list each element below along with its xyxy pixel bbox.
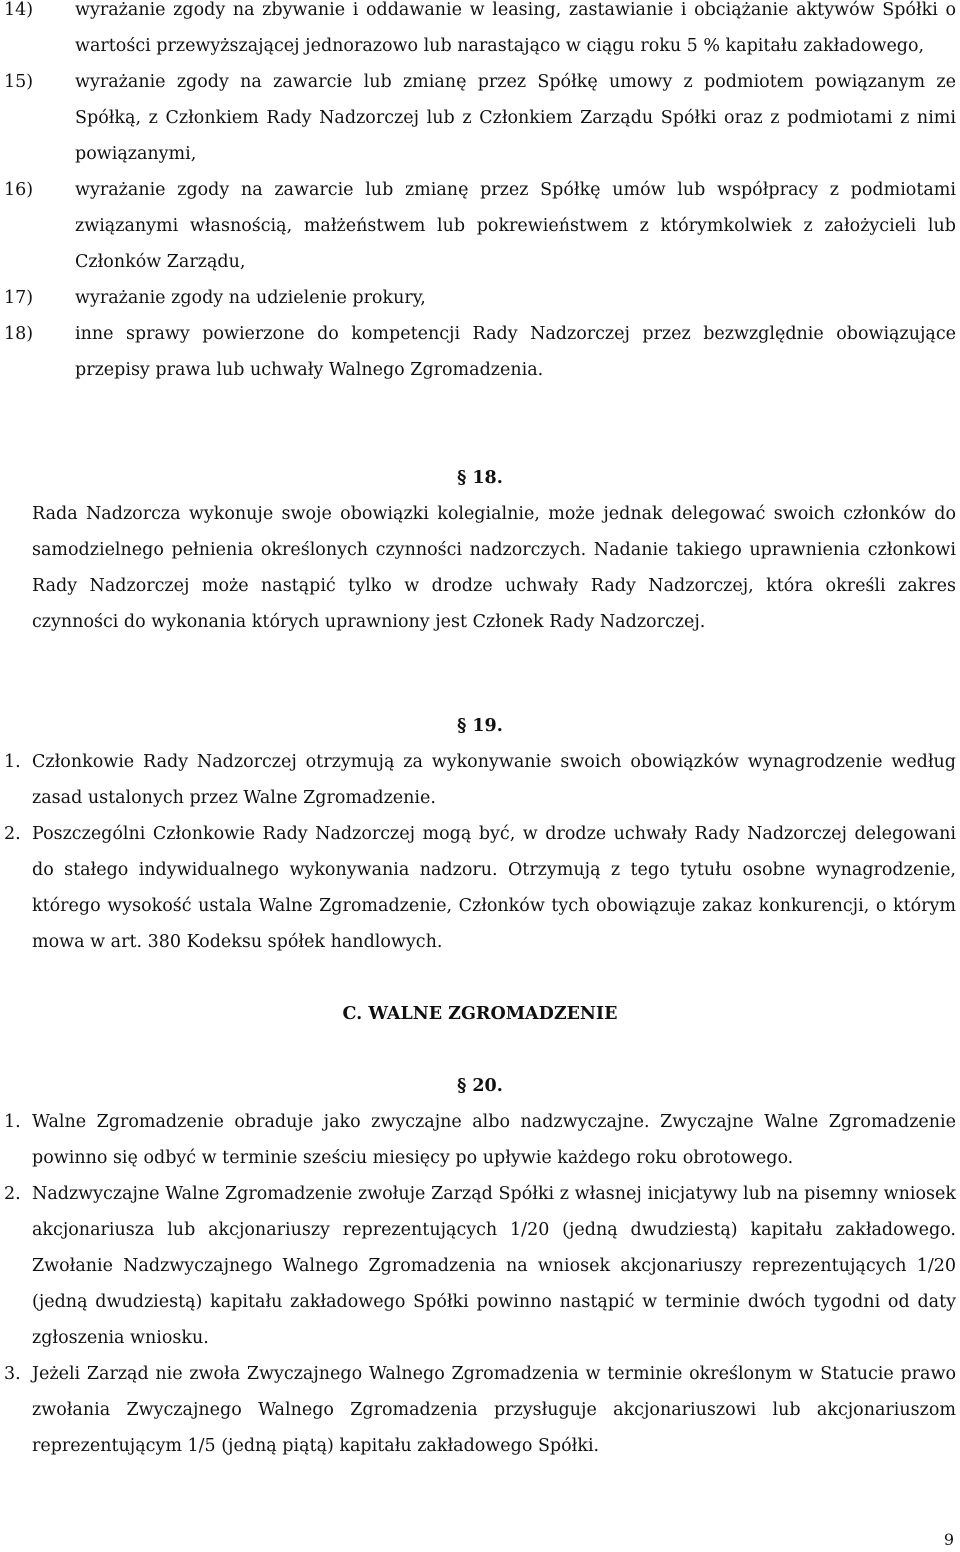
paragraph-number: 1. [4, 1112, 21, 1132]
list-item-text: wyrażanie zgody na zbywanie i oddawanie w leasing, zastawianie i obciążanie aktywów Spółki o wartości przewyższającej jednorazowo lub narastająco w ciągu roku 5 % kapitału zakładowego, [75, 0, 956, 56]
section-19 [0, 708, 960, 960]
numbered-paragraph [0, 744, 960, 816]
paragraph-text: Poszczególni Członkowie Rady Nadzorczej mogą być, w drodze uchwały Rady Nadzorczej delegowani do stałego indywidualnego wykonywania nadzoru. Otrzymują z tego tytułu osobne wynagrodzenie, którego wysokość ustala Walne Zgromadzenie, Członków tych obowiązuje zakaz konkurencji, o którym mowa w art. 380 Kodeksu spółek handlowych. [32, 824, 956, 952]
list-item [0, 0, 960, 64]
part-c [0, 996, 960, 1032]
numbered-paragraph [0, 1176, 960, 1356]
part-heading: C. WALNE ZGROMADZENIE [342, 1004, 618, 1024]
paragraph-text: Walne Zgromadzenie obraduje jako zwyczajne albo nadzwyczajne. Zwyczajne Walne Zgromadzenie powinno się odbyć w terminie sześciu miesięcy po upływie każdego roku obrotowego. [32, 1112, 956, 1168]
list-item-number: 15) [4, 72, 34, 92]
list-item-number: 18) [4, 324, 34, 344]
paragraph-number: 2. [4, 824, 21, 844]
list-item-number: 16) [4, 180, 34, 200]
section-18 [0, 460, 960, 640]
section-heading: § 20. [457, 1076, 503, 1096]
paragraph-text: Jeżeli Zarząd nie zwoła Zwyczajnego Walnego Zgromadzenia w terminie określonym w Statucie prawo zwołania Zwyczajnego Walnego Zgromadzenia przysługuje akcjonariuszowi lub akcjonariuszom reprezentującym 1/5 (jedną piątą) kapitału zakładowego Spółki. [32, 1364, 956, 1456]
list-item-text: wyrażanie zgody na zawarcie lub zmianę przez Spółkę umowy z podmiotem powiązanym ze Spółką, z Członkiem Rady Nadzorczej lub z Członkiem Zarządu Spółki oraz z podmiotami z nimi powiązanymi, [75, 72, 956, 164]
section-heading: § 19. [457, 716, 503, 736]
numbered-paragraph [0, 1104, 960, 1176]
list-item [0, 64, 960, 172]
list-item [0, 316, 960, 388]
list-item [0, 280, 960, 316]
page-number: 9 [943, 1530, 954, 1549]
list-item-text: wyrażanie zgody na zawarcie lub zmianę przez Spółkę umów lub współpracy z podmiotami związanymi własnością, małżeństwem lub pokrewieństwem z którymkolwiek z założycieli lub Członków Zarządu, [75, 180, 956, 272]
list-item [0, 172, 960, 280]
competence-list [0, 0, 960, 388]
section-heading: § 18. [457, 468, 503, 488]
paragraph-text: Nadzwyczajne Walne Zgromadzenie zwołuje Zarząd Spółki z własnej inicjatywy lub na pisemny wniosek akcjonariusza lub akcjonariuszy reprezentujących 1/20 (jedną dwudziestą) kapitału zakładowego. Zwołanie Nadzwyczajnego Walnego Zgromadzenia na wniosek akcjonariuszy reprezentujących 1/20 (jedną dwudziestą) kapitału zakładowego Spółki powinno nastąpić w terminie dwóch tygodni od daty zgłoszenia wniosku. [32, 1184, 956, 1348]
list-item-text: inne sprawy powierzone do kompetencji Rady Nadzorczej przez bezwzględnie obowiązujące przepisy prawa lub uchwały Walnego Zgromadzenia. [75, 324, 956, 380]
paragraph-text: Członkowie Rady Nadzorczej otrzymują za wykonywanie swoich obowiązków wynagrodzenie według zasad ustalonych przez Walne Zgromadzenie. [32, 752, 956, 808]
section-paragraph: Rada Nadzorcza wykonuje swoje obowiązki kolegialnie, może jednak delegować swoich członków do samodzielnego pełnienia określonych czynności nadzorczych. Nadanie takiego uprawnienia członkowi Rady Nadzorczej może nastąpić tylko w drodze uchwały Rady Nadzorczej, która określi zakres czynności do wykonania których uprawniony jest Członek Rady Nadzorczej. [32, 504, 956, 632]
paragraph-number: 3. [4, 1364, 21, 1384]
numbered-paragraph [0, 816, 960, 960]
list-item-number: 14) [4, 0, 34, 20]
numbered-paragraph [0, 1356, 960, 1464]
list-item-number: 17) [4, 288, 34, 308]
list-item-text: wyrażanie zgody na udzielenie prokury, [75, 288, 426, 308]
paragraph-number: 2. [4, 1184, 21, 1204]
section-20 [0, 1068, 960, 1464]
paragraph-number: 1. [4, 752, 21, 772]
